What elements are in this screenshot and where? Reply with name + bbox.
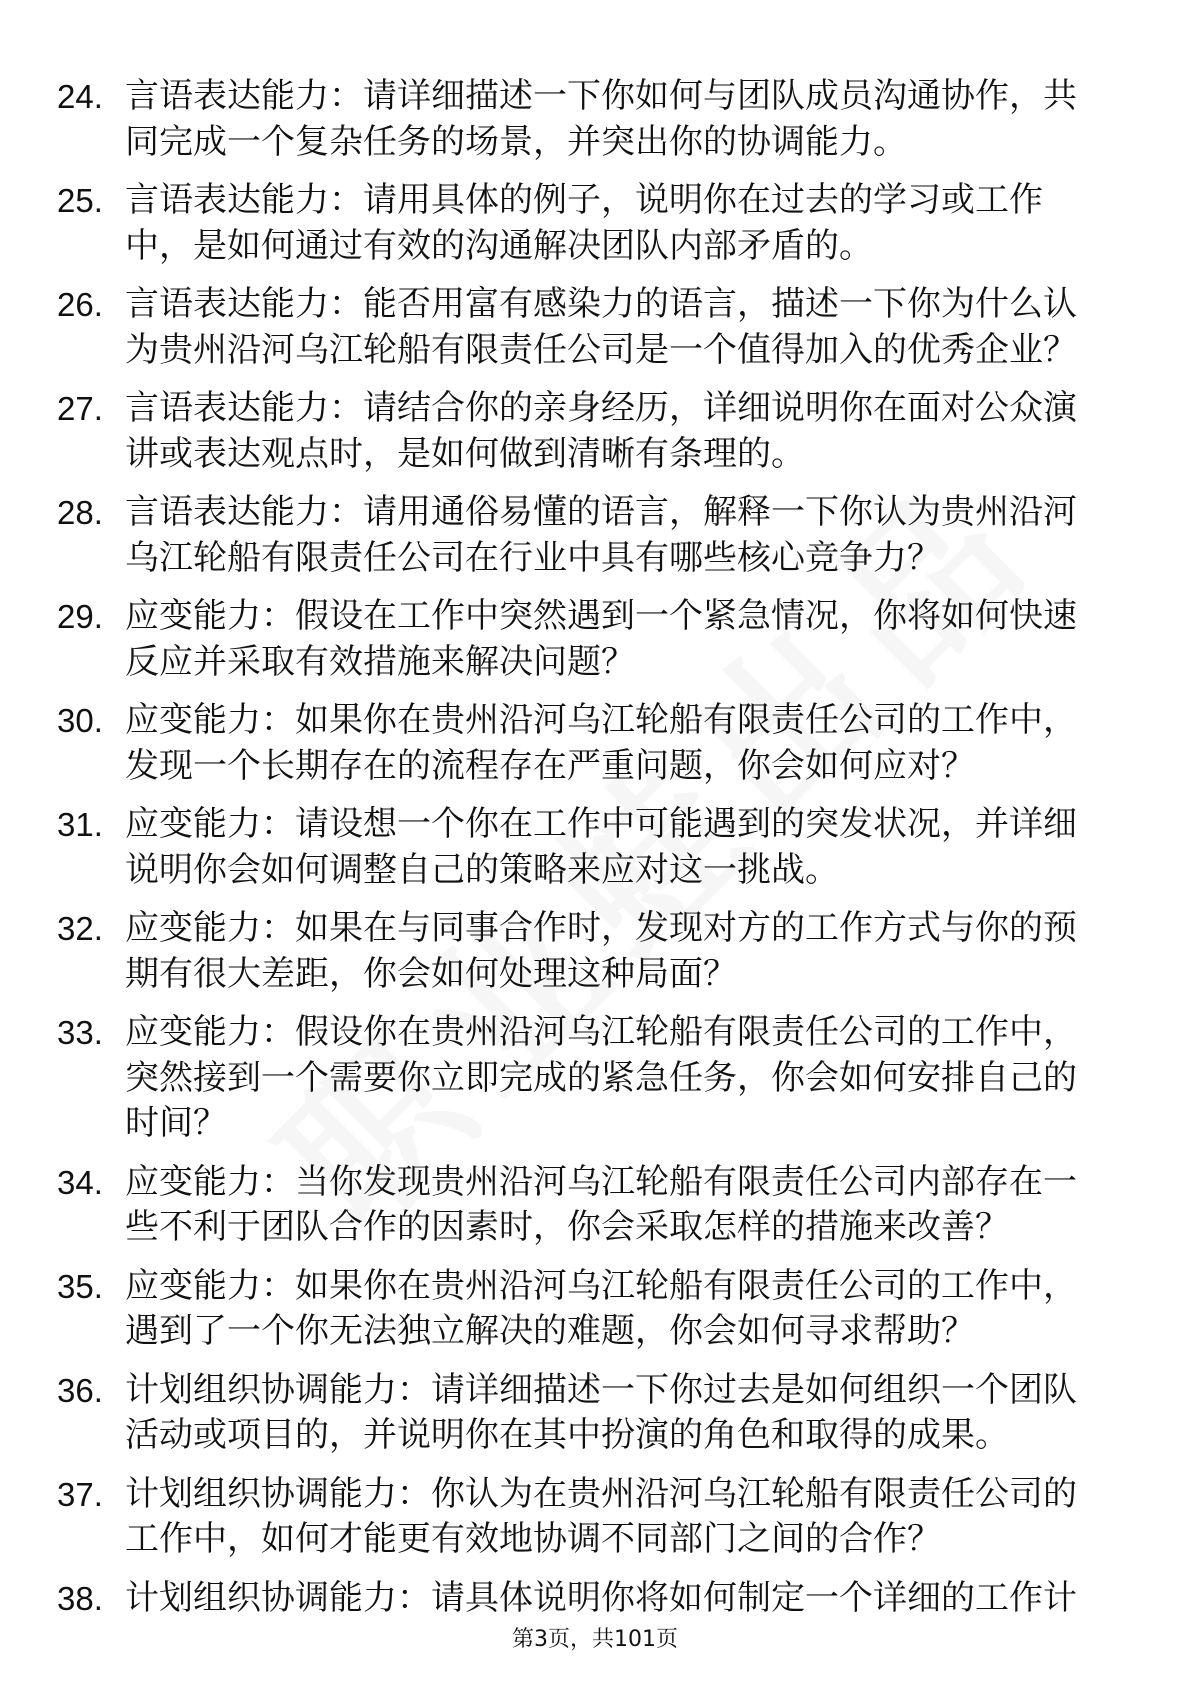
question-item: [0, 698, 1190, 789]
question-number: 27.: [57, 390, 103, 427]
question-text: 应变能力：当你发现贵州沿河乌江轮船有限责任公司内部存在一些不利于团队合作的因素时，你会采取怎样的措施来改善？: [125, 1161, 1077, 1247]
question-item: [0, 594, 1190, 685]
question-number: 33.: [57, 1014, 103, 1051]
question-item: [0, 906, 1190, 997]
question-item: [0, 1472, 1190, 1563]
question-text: 言语表达能力：请用通俗易懂的语言，解释一下你认为贵州沿河乌江轮船有限责任公司在行业中具有哪些核心竞争力？: [125, 492, 1077, 578]
question-text: 言语表达能力：请用具体的例子，说明你在过去的学习或工作中，是如何通过有效的沟通解决团队内部矛盾的。: [125, 180, 1043, 266]
question-text: 应变能力：假设在工作中突然遇到一个紧急情况，你将如何快速反应并采取有效措施来解决问题？: [125, 596, 1077, 682]
question-number: 35.: [57, 1267, 103, 1305]
question-number: 26.: [57, 286, 103, 323]
question-number: 25.: [57, 182, 103, 219]
question-item: [0, 490, 1190, 581]
question-list: [0, 74, 1190, 1634]
page-footer: [0, 1622, 1190, 1653]
question-item: [0, 1010, 1190, 1147]
question-number: 31.: [57, 806, 103, 843]
question-item: [0, 1160, 1190, 1251]
question-item: [0, 386, 1190, 477]
question-item: [0, 1576, 1190, 1622]
question-number: 29.: [57, 598, 103, 635]
question-number: 36.: [57, 1371, 103, 1409]
question-text: 应变能力：如果你在贵州沿河乌江轮船有限责任公司的工作中，发现一个长期存在的流程存在严重问题，你会如何应对？: [125, 700, 1077, 786]
question-item: [0, 802, 1190, 893]
question-text: 计划组织协调能力：你认为在贵州沿河乌江轮船有限责任公司的工作中，如何才能更有效地协调不同部门之间的合作？: [125, 1473, 1077, 1559]
question-number: 24.: [57, 78, 103, 115]
question-text: 言语表达能力：请结合你的亲身经历，详细说明你在面对公众演讲或表达观点时，是如何做到清晰有条理的。: [125, 388, 1077, 474]
question-item: [0, 282, 1190, 373]
question-text: 应变能力：如果在与同事合作时，发现对方的工作方式与你的预期有很大差距，你会如何处理这种局面？: [125, 908, 1077, 994]
question-text: 应变能力：假设你在贵州沿河乌江轮船有限责任公司的工作中，突然接到一个需要你立即完成的紧急任务，你会如何安排自己的时间？: [125, 1012, 1077, 1143]
question-number: 37.: [57, 1475, 103, 1513]
question-number: 30.: [57, 702, 103, 739]
question-number: 38.: [57, 1579, 103, 1617]
question-text: 计划组织协调能力：请详细描述一下你过去是如何组织一个团队活动或项目的，并说明你在其中扮演的角色和取得的成果。: [125, 1369, 1077, 1455]
question-item: [0, 1264, 1190, 1355]
page-number-label: 第3页，共101页: [512, 1627, 678, 1652]
question-item: [0, 178, 1190, 269]
question-text: 言语表达能力：能否用富有感染力的语言，描述一下你为什么认为贵州沿河乌江轮船有限责任公司是一个值得加入的优秀企业？: [125, 284, 1077, 370]
question-number: 32.: [57, 910, 103, 947]
question-item: [0, 74, 1190, 165]
question-text: 应变能力：请设想一个你在工作中可能遇到的突发状况，并详细说明你会如何调整自己的策略来应对这一挑战。: [125, 804, 1077, 890]
question-item: [0, 1368, 1190, 1459]
question-text: 应变能力：如果你在贵州沿河乌江轮船有限责任公司的工作中，遇到了一个你无法独立解决的难题，你会如何寻求帮助？: [125, 1265, 1077, 1351]
question-number: 34.: [57, 1163, 103, 1201]
question-text: 言语表达能力：请详细描述一下你如何与团队成员沟通协作，共同完成一个复杂任务的场景，并突出你的协调能力。: [125, 76, 1077, 162]
question-number: 28.: [57, 494, 103, 531]
question-text: 计划组织协调能力：请具体说明你将如何制定一个详细的工作计: [125, 1577, 1077, 1618]
